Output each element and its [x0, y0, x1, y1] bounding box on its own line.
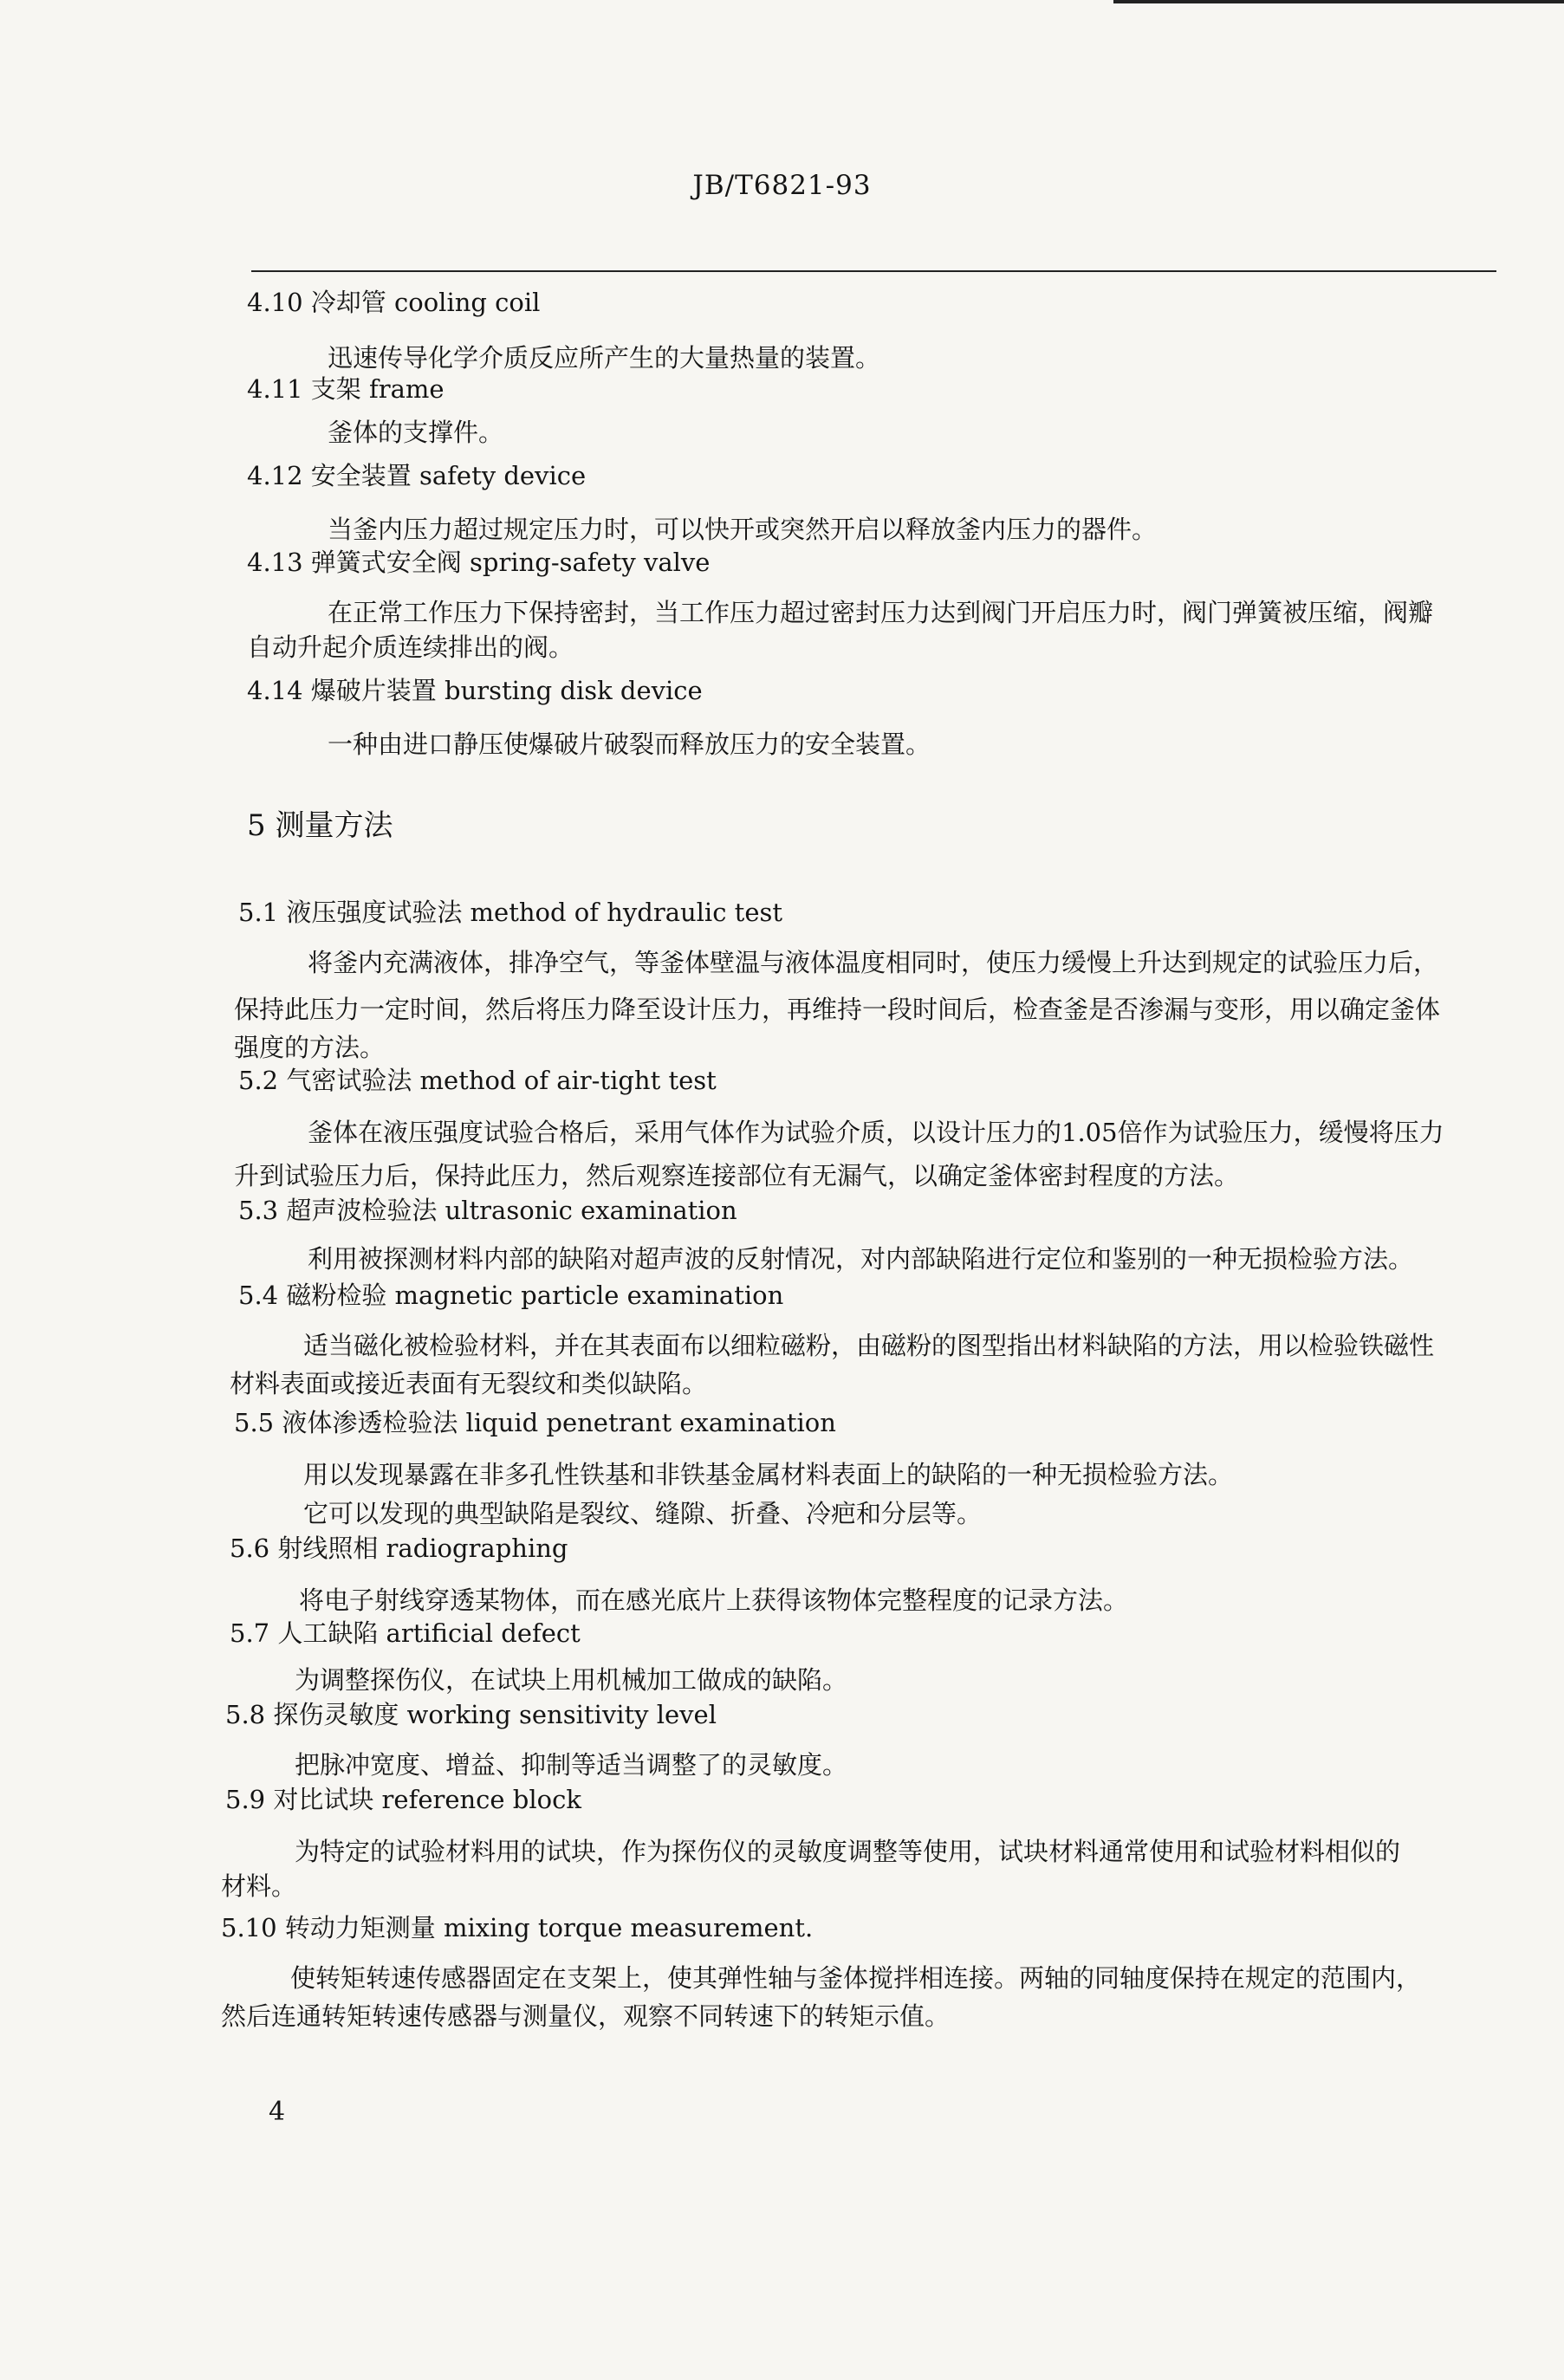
term-5-5-def: 用以发现暴露在非多孔性铁基和非铁基金属材料表面上的缺陷的一种无损检验方法。 [303, 1460, 1234, 1489]
term-4-11: 4.11 支架 frame [247, 374, 445, 404]
section-5-heading: 5 测量方法 [247, 808, 393, 843]
term-5-9-def-cont: 材料。 [221, 1871, 297, 1901]
term-4-14: 4.14 爆破片装置 bursting disk device [247, 676, 703, 705]
term-5-7: 5.7 人工缺陷 artificial defect [230, 1618, 581, 1648]
term-4-11-def: 釜体的支撑件。 [328, 418, 504, 447]
term-5-10-def: 使转矩转速传感器固定在支架上，使其弹性轴与釜体搅拌相连接。两轴的同轴度保持在规定的范围内， [290, 1963, 1422, 1993]
term-5-2: 5.2 气密试验法 method of air-tight test [238, 1066, 717, 1095]
header-rule [251, 270, 1496, 272]
term-5-4-def-cont: 材料表面或接近表面有无裂纹和类似缺陷。 [230, 1369, 708, 1398]
term-5-8: 5.8 探伤灵敏度 working sensitivity level [225, 1700, 717, 1729]
term-5-2-def-cont: 升到试验压力后，保持此压力，然后观察连接部位有无漏气，以确定釜体密封程度的方法。 [234, 1161, 1240, 1190]
term-5-8-def: 把脉冲宽度、增益、抑制等适当调整了的灵敏度。 [295, 1750, 848, 1780]
term-4-13-def-cont: 自动升起介质连续排出的阀。 [247, 632, 574, 662]
term-4-10: 4.10 冷却管 cooling coil [247, 288, 541, 317]
term-5-1-def-cont1: 保持此压力一定时间，然后将压力降至设计压力，再维持一段时间后，检查釜是否渗漏与变形，用以确定釜体 [234, 995, 1441, 1024]
term-5-5-def-cont: 它可以发现的典型缺陷是裂纹、缝隙、折叠、冷疤和分层等。 [303, 1499, 983, 1528]
page-header: JB/T6821-93 [692, 170, 872, 201]
scan-edge-line [1113, 0, 1564, 3]
term-4-13: 4.13 弹簧式安全阀 spring-safety valve [247, 548, 711, 577]
term-5-10: 5.10 转动力矩测量 mixing torque measurement. [221, 1913, 814, 1942]
term-5-1-def: 将釜内充满液体，排净空气，等釜体壁温与液体温度相同时，使压力缓慢上升达到规定的试验压力后， [308, 948, 1439, 977]
term-5-6: 5.6 射线照相 radiographing [230, 1534, 568, 1563]
term-5-10-def-cont: 然后连通转矩转速传感器与测量仪，观察不同转速下的转矩示值。 [221, 2001, 951, 2031]
term-4-12-def: 当釜内压力超过规定压力时，可以快开或突然开启以释放釜内压力的器件。 [328, 515, 1158, 544]
term-5-1-def-cont2: 强度的方法。 [234, 1033, 386, 1062]
term-5-3: 5.3 超声波检验法 ultrasonic examination [238, 1196, 737, 1225]
term-5-6-def: 将电子射线穿透某物体，而在感光底片上获得该物体完整程度的记录方法。 [299, 1586, 1129, 1615]
term-4-13-def: 在正常工作压力下保持密封，当工作压力超过密封压力达到阀门开启压力时，阀门弹簧被压缩，阀瓣 [328, 598, 1434, 627]
term-4-12: 4.12 安全装置 safety device [247, 461, 587, 490]
term-5-9: 5.9 对比试块 reference block [225, 1785, 581, 1814]
term-4-10-def: 迅速传导化学介质反应所产生的大量热量的装置。 [328, 343, 881, 373]
term-5-9-def: 为特定的试验材料用的试块，作为探伤仪的灵敏度调整等使用，试块材料通常使用和试验材料相似的 [295, 1837, 1401, 1866]
term-5-3-def: 利用被探测材料内部的缺陷对超声波的反射情况，对内部缺陷进行定位和鉴别的一种无损检验方法。 [308, 1244, 1414, 1274]
page-number: 4 [269, 2097, 286, 2127]
term-5-1: 5.1 液压强度试验法 method of hydraulic test [238, 898, 783, 927]
term-5-2-def: 釜体在液压强度试验合格后，采用气体作为试验介质，以设计压力的1.05倍作为试验压力，缓慢将压力 [308, 1118, 1444, 1147]
term-5-7-def: 为调整探伤仪，在试块上用机械加工做成的缺陷。 [295, 1665, 848, 1695]
term-5-4-def: 适当磁化被检验材料，并在其表面布以细粒磁粉，由磁粉的图型指出材料缺陷的方法，用以检验铁磁性 [303, 1331, 1435, 1360]
term-4-14-def: 一种由进口静压使爆破片破裂而释放压力的安全装置。 [328, 730, 931, 759]
term-5-4: 5.4 磁粉检验 magnetic particle examination [238, 1281, 784, 1310]
term-5-5: 5.5 液体渗透检验法 liquid penetrant examination [234, 1408, 836, 1437]
